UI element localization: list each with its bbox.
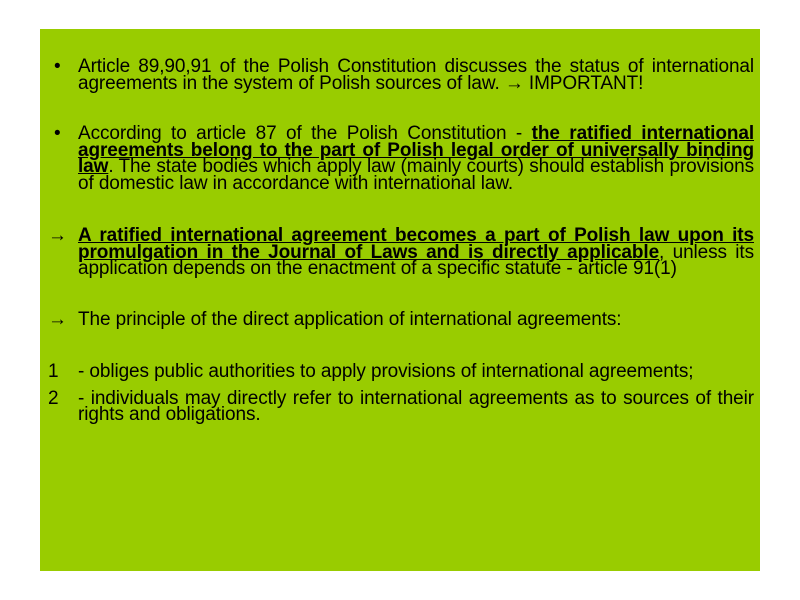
arrow-para-post: , unless its application depends on the enactment of a specific statute - article 91(1) bbox=[78, 241, 754, 279]
numbered-item-2 bbox=[48, 387, 754, 425]
arrow-right-icon: → bbox=[48, 225, 67, 246]
arrow-para-text: The principle of the direct application of international agreements: bbox=[78, 308, 622, 330]
number-marker: 2 bbox=[48, 387, 59, 409]
spacer bbox=[48, 278, 754, 312]
bullet-marker: • bbox=[54, 123, 61, 144]
arrow-para-principle bbox=[48, 308, 754, 330]
bullet-text-post: . The state bodies which apply law (mainly courts) should establish provisions of domestic law in accordance with international law. bbox=[78, 156, 754, 194]
arrow-para-ratified-agreement bbox=[48, 225, 754, 279]
slide bbox=[40, 29, 760, 571]
spacer bbox=[48, 328, 754, 364]
bullet-text-emphasis: the ratified international agreements belong to the part of Polish legal order of universally binding law bbox=[78, 123, 754, 177]
bullet-text-pre: According to article 87 of the Polish Constitution - bbox=[78, 123, 532, 144]
numbered-item-1 bbox=[48, 361, 754, 382]
numbered-text: - obliges public authorities to apply provisions of international agreements; bbox=[78, 361, 694, 382]
numbered-text: - individuals may directly refer to international agreements as to sources of their rights and obligations. bbox=[78, 387, 754, 425]
bullet-article-87 bbox=[48, 123, 754, 194]
spacer bbox=[48, 192, 754, 228]
bullet-text: Article 89,90,91 of the Polish Constitution discusses the status of international agreements in the system of Polish sources of law. → IMPORTANT! bbox=[78, 56, 754, 94]
bullet-marker: • bbox=[54, 56, 61, 77]
spacer bbox=[48, 92, 754, 126]
slide-content bbox=[48, 56, 754, 425]
arrow-right-icon: → bbox=[48, 308, 67, 330]
number-marker: 1 bbox=[48, 361, 59, 382]
bullet-article-89-91 bbox=[48, 56, 754, 94]
arrow-para-emphasis: A ratified international agreement becomes a part of Polish law upon its promulgation in the Journal of Laws and is directly applicable bbox=[78, 225, 754, 263]
